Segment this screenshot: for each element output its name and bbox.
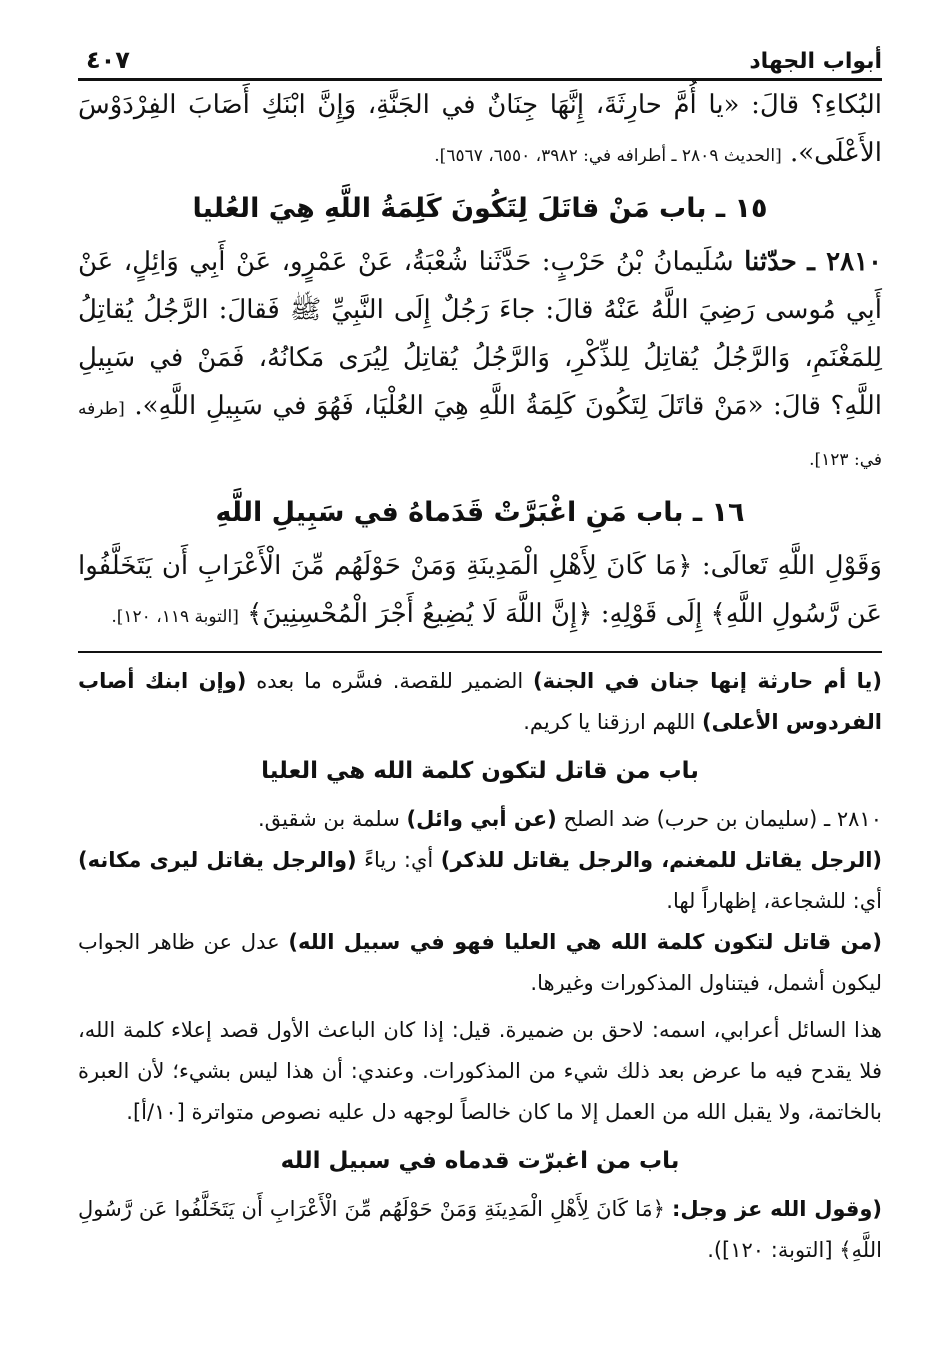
commentary-para-1: (يا أم حارثة إنها جنان في الجنة) الضمير للقصة. فسَّره ما بعده (وإن ابنك أصاب الفردوس الأعلى) اللهم ارزقنا يا كريم. — [78, 669, 882, 734]
commentary-para-5: هذا السائل أعرابي، اسمه: لاحق بن ضميرة. قيل: إذا كان الباعث الأول قصد إعلاء كلمة الله، فلا يقدح فيه ما عرض بعد ذلك شيء من المذكورات. وعندي: أن هذا ليس بشيء؛ لأن العبرة بالخاتمة، ولا يقبل الله من العمل إلا ما كان خالصاً لوجهه دل عليه نصوص متواترة [١٠/أ]. — [78, 1018, 882, 1124]
hadith-2810-number: ٢٨١٠ ـ — [807, 247, 883, 277]
chapter-16-verse-ref: [التوبة ١١٩، ١٢٠]. — [111, 607, 239, 627]
chapter-16-heading: ١٦ ـ باب مَنِ اغْبَرَّتْ قَدَماهُ في سَبِيلِ اللَّهِ — [215, 497, 745, 528]
commentary-para-6: (وقول الله عز وجل: ﴿مَا كَانَ لِأَهْلِ الْمَدِينَةِ وَمَنْ حَوْلَهُم مِّنَ الْأَعْرَابِ أَن يَتَخَلَّفُوا عَن رَّسُولِ اللَّهِ﴾ [التوبة: ١٢٠]). — [78, 1197, 882, 1262]
commentary-para-2: ٢٨١٠ ـ (سليمان بن حرب) ضد الصلح (عن أبي وائل) سلمة بن شقيق. — [257, 807, 882, 831]
hadith-2810-text: سُلَيمانُ بْنُ حَرْبٍ: حَدَّثَنا شُعْبَةُ، عَنْ عَمْرٍو، عَنْ أَبِي وَائِلٍ، عَنْ أَبِي مُوسى رَضِيَ اللَّهُ عَنْهُ قالَ: جاءَ رَجُلٌ إِلَى النَّبِيِّ ﷺ فَقالَ: الرَّجُلُ يُقاتِلُ لِلمَغْنَمِ، وَالرَّجُلُ يُقاتِلُ لِلذِّكْرِ، وَالرَّجُلُ يُقاتِلُ لِيُرَى مَكانُهُ، فَمَنْ في سَبِيلِ اللَّهِ؟ قالَ: «مَنْ قاتَلَ لِتَكُونَ كَلِمَةُ اللَّهِ هِيَ العُلْيَا، فَهُوَ في سَبِيلِ اللَّهِ». — [78, 247, 882, 421]
commentary-heading-1: باب من قاتل لتكون كلمة الله هي العليا — [261, 758, 699, 784]
commentary-para-4: (من قاتل لتكون كلمة الله هي العليا فهو في سبيل الله) عدل عن ظاهر الجواب ليكون أشمل، فيتناول المذكورات وغيرها. — [78, 930, 883, 995]
hadith-2809-ref: [الحديث ٢٨٠٩ ـ أطرافه في: ٣٩٨٢، ٦٥٥٠، ٦٥٦٧]. — [434, 146, 782, 166]
chapter-16-verse — [78, 542, 882, 641]
hadith-2810-ref: [طرفه في: ١٢٣]. — [78, 399, 882, 470]
hadith-2810 — [78, 238, 882, 484]
main-text — [78, 81, 882, 641]
footnote-divider — [78, 651, 882, 653]
commentary-para-3: (الرجل يقاتل للمغنم، والرجل يقاتل للذكر) أي: رياءً (والرجل يقاتل ليرى مكانه) أي: للشجاعة، إظهاراً لها. — [78, 848, 883, 913]
commentary-heading-2: باب من اغبرّت قدماه في سبيل الله — [280, 1148, 680, 1174]
page-number: ٤٠٧ — [86, 46, 130, 74]
chapter-16-verse-text: وَقَوْلِ اللَّهِ تَعالَى: ﴿مَا كَانَ لِأَهْلِ الْمَدِينَةِ وَمَنْ حَوْلَهُم مِّنَ الْأَعْرَابِ أَن يَتَخَلَّفُوا عَن رَّسُولِ اللَّهِ﴾ إِلَى قَوْلِهِ: ﴿إِنَّ اللَّهَ لَا يُضِيعُ أَجْرَ الْمُحْسِنِينَ﴾ — [78, 551, 882, 629]
chapter-15-heading: ١٥ ـ باب مَنْ قاتَلَ لِتَكُونَ كَلِمَةُ اللَّهِ هِيَ العُليا — [192, 193, 768, 224]
running-header — [78, 38, 882, 81]
commentary — [78, 661, 882, 1271]
hadith-2809-ending: البُكاءِ؟ قالَ: «يا أُمَّ حارِثَةَ، إِنَّهَا جِنَانٌ في الجَنَّةِ، وَإِنَّ ابْنَكِ أَصَابَ الفِرْدَوْسَ الأَعْلَى». [الحديث ٢٨٠٩ ـ أطرافه في: ٣٩٨٢، ٦٥٥٠، ٦٥٦٧]. — [78, 90, 882, 168]
book-page — [78, 38, 882, 1271]
running-title: أبواب الجهاد — [749, 49, 882, 74]
hadith-2810-lead: حدّثنا — [744, 247, 797, 277]
